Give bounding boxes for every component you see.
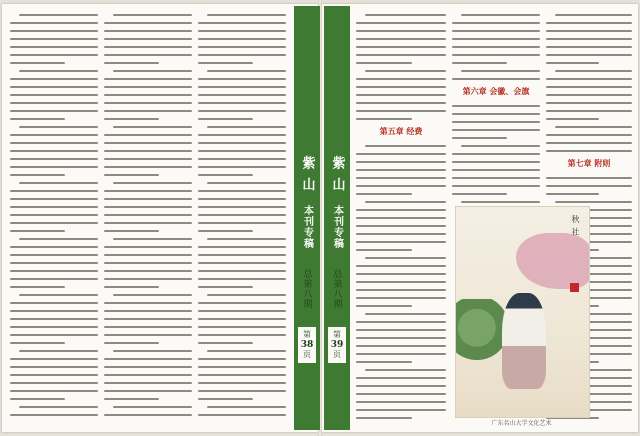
text-line — [356, 409, 446, 411]
text-line — [452, 137, 507, 139]
text-line — [104, 142, 192, 144]
text-line — [198, 230, 253, 232]
text-line — [104, 22, 192, 24]
text-line — [356, 209, 446, 211]
text-line — [10, 286, 65, 288]
page-label-bottom: 页 — [333, 349, 341, 359]
text-line — [104, 374, 192, 376]
text-line — [356, 54, 446, 56]
text-line — [104, 190, 192, 192]
text-line — [113, 350, 192, 352]
text-line — [356, 110, 446, 112]
text-line — [198, 366, 286, 368]
text-line — [198, 118, 253, 120]
right-column-2 — [452, 14, 540, 209]
page-label-top: 第 — [303, 329, 311, 339]
text-line — [198, 94, 286, 96]
text-line — [356, 102, 446, 104]
text-line — [207, 350, 286, 352]
text-line — [10, 382, 98, 384]
text-line — [198, 390, 286, 392]
text-line — [10, 262, 98, 264]
text-line — [104, 414, 192, 416]
text-line — [10, 302, 98, 304]
text-line — [198, 222, 286, 224]
text-line — [198, 286, 253, 288]
text-line — [10, 414, 98, 416]
right-side-band — [324, 6, 350, 430]
text-line — [356, 225, 446, 227]
text-line — [10, 254, 98, 256]
seal-stamp-icon — [570, 283, 579, 292]
text-line — [104, 382, 192, 384]
text-line — [198, 158, 286, 160]
text-line — [10, 78, 98, 80]
text-line — [198, 142, 286, 144]
left-side-band — [294, 6, 320, 430]
text-line — [356, 289, 446, 291]
text-line — [452, 113, 540, 115]
text-line — [356, 249, 412, 251]
text-line — [198, 38, 286, 40]
text-line — [546, 78, 632, 80]
text-line — [10, 206, 98, 208]
text-line — [452, 169, 540, 171]
text-line — [104, 110, 192, 112]
text-line — [546, 177, 632, 179]
text-line — [104, 94, 192, 96]
text-line — [10, 86, 98, 88]
text-line — [555, 126, 632, 128]
text-line — [104, 358, 192, 360]
text-line — [198, 302, 286, 304]
text-line — [10, 110, 98, 112]
right-column-1 — [356, 14, 446, 425]
text-line — [546, 38, 632, 40]
text-line — [356, 46, 446, 48]
text-line — [104, 302, 192, 304]
text-line — [461, 145, 540, 147]
text-line — [356, 401, 446, 403]
text-line — [365, 70, 446, 72]
text-line — [10, 94, 98, 96]
text-line — [198, 46, 286, 48]
text-line — [356, 273, 446, 275]
text-line — [198, 134, 286, 136]
page-number: 39 — [330, 339, 344, 350]
text-line — [452, 46, 540, 48]
text-line — [356, 78, 446, 80]
text-line — [104, 62, 159, 64]
text-line — [10, 374, 98, 376]
text-line — [104, 230, 159, 232]
text-line — [198, 398, 253, 400]
text-line — [10, 222, 98, 224]
text-line — [356, 185, 446, 187]
text-line — [19, 70, 98, 72]
left-column-2 — [104, 14, 192, 422]
text-line — [546, 62, 599, 64]
text-line — [104, 334, 192, 336]
text-line — [198, 278, 286, 280]
text-line — [356, 385, 446, 387]
left-column-3 — [198, 14, 286, 422]
text-line — [356, 305, 412, 307]
text-line — [356, 161, 446, 163]
text-line — [365, 145, 446, 147]
text-line — [10, 278, 98, 280]
text-line — [356, 86, 446, 88]
column-title: 本刊专稿 — [331, 204, 343, 249]
text-line — [365, 369, 446, 371]
text-line — [198, 326, 286, 328]
text-line — [113, 294, 192, 296]
text-line — [452, 54, 540, 56]
text-line — [546, 102, 632, 104]
painting-hill — [516, 233, 590, 289]
text-line — [452, 121, 540, 123]
text-line — [10, 214, 98, 216]
text-line — [10, 166, 98, 168]
text-line — [198, 110, 286, 112]
text-line — [104, 150, 192, 152]
page-number: 38 — [300, 339, 314, 350]
text-line — [198, 86, 286, 88]
text-line — [198, 206, 286, 208]
text-line — [546, 54, 632, 56]
issue-label: 总第八期 — [301, 268, 312, 309]
text-line — [198, 374, 286, 376]
text-line — [198, 166, 286, 168]
text-line — [19, 238, 98, 240]
text-line — [104, 198, 192, 200]
text-line — [356, 353, 446, 355]
text-line — [356, 297, 446, 299]
text-line — [546, 30, 632, 32]
text-line — [10, 342, 65, 344]
text-line — [104, 206, 192, 208]
text-line — [104, 38, 192, 40]
text-line — [10, 334, 98, 336]
chapter-heading: 第六章 会徽、会旗 — [462, 86, 530, 96]
text-line — [104, 54, 192, 56]
text-line — [104, 214, 192, 216]
text-line — [104, 270, 192, 272]
text-line — [104, 278, 192, 280]
text-line — [555, 201, 632, 203]
text-line — [546, 94, 632, 96]
text-line — [19, 294, 98, 296]
text-line — [10, 246, 98, 248]
text-line — [104, 310, 192, 312]
text-line — [365, 313, 446, 315]
text-line — [198, 262, 286, 264]
text-line — [10, 366, 98, 368]
text-line — [356, 30, 446, 32]
text-line — [365, 201, 446, 203]
painting-caption: 广东名山大学文化艺术 — [491, 420, 552, 427]
text-line — [19, 126, 98, 128]
text-line — [198, 22, 286, 24]
text-line — [207, 406, 286, 408]
text-line — [19, 182, 98, 184]
text-line — [104, 366, 192, 368]
text-line — [10, 158, 98, 160]
text-line — [356, 321, 446, 323]
text-line — [198, 102, 286, 104]
text-line — [104, 262, 192, 264]
text-line — [356, 337, 446, 339]
ink-painting — [455, 206, 590, 418]
text-line — [356, 177, 446, 179]
text-line — [10, 390, 98, 392]
text-line — [104, 174, 159, 176]
text-line — [104, 166, 192, 168]
text-line — [10, 198, 98, 200]
text-line — [555, 70, 632, 72]
masthead-title: 紫 山 — [299, 156, 315, 193]
chapter-heading: 第七章 附则 — [567, 158, 611, 168]
text-line — [104, 46, 192, 48]
text-line — [10, 30, 98, 32]
text-line — [207, 14, 286, 16]
text-line — [546, 110, 632, 112]
text-line — [198, 342, 253, 344]
text-line — [356, 361, 412, 363]
text-line — [198, 198, 286, 200]
text-line — [198, 310, 286, 312]
text-line — [546, 193, 599, 195]
text-line — [356, 265, 446, 267]
text-line — [198, 254, 286, 256]
text-line — [546, 22, 632, 24]
text-line — [113, 238, 192, 240]
text-line — [19, 350, 98, 352]
text-line — [198, 270, 286, 272]
text-line — [198, 174, 253, 176]
page-number-box — [298, 327, 316, 363]
text-line — [198, 30, 286, 32]
text-line — [104, 86, 192, 88]
text-line — [356, 329, 446, 331]
text-line — [104, 398, 159, 400]
text-line — [452, 185, 540, 187]
text-line — [356, 281, 446, 283]
text-line — [10, 270, 98, 272]
text-line — [10, 318, 98, 320]
text-line — [461, 201, 540, 203]
text-line — [546, 150, 632, 152]
text-line — [104, 390, 192, 392]
text-line — [104, 118, 159, 120]
text-line — [104, 326, 192, 328]
text-line — [452, 153, 540, 155]
text-line — [198, 150, 286, 152]
text-line — [198, 318, 286, 320]
text-line — [10, 230, 65, 232]
text-line — [113, 182, 192, 184]
text-line — [452, 161, 540, 163]
painting-leaves — [456, 299, 508, 371]
text-line — [356, 233, 446, 235]
text-line — [452, 78, 540, 80]
text-line — [356, 94, 446, 96]
text-line — [104, 246, 192, 248]
text-line — [356, 153, 446, 155]
text-line — [104, 102, 192, 104]
text-line — [198, 62, 253, 64]
text-line — [207, 294, 286, 296]
text-line — [461, 70, 540, 72]
text-line — [10, 358, 98, 360]
text-line — [104, 134, 192, 136]
text-line — [198, 246, 286, 248]
left-column-1 — [10, 14, 98, 422]
text-line — [365, 14, 446, 16]
text-line — [452, 105, 540, 107]
text-line — [113, 126, 192, 128]
text-line — [198, 334, 286, 336]
page-number-box — [328, 327, 346, 363]
text-line — [356, 241, 446, 243]
text-line — [452, 193, 507, 195]
text-line — [546, 86, 632, 88]
text-line — [10, 326, 98, 328]
text-line — [104, 222, 192, 224]
text-line — [452, 38, 540, 40]
text-line — [198, 414, 286, 416]
text-line — [10, 46, 98, 48]
text-line — [198, 214, 286, 216]
column-title: 本刊专稿 — [301, 204, 313, 249]
masthead-title: 紫 山 — [329, 156, 345, 193]
painting-figure — [502, 293, 546, 389]
text-line — [198, 382, 286, 384]
text-line — [10, 102, 98, 104]
text-line — [356, 393, 446, 395]
text-line — [356, 193, 412, 195]
text-line — [356, 62, 412, 64]
painting-calligraphy: 秋 社 — [571, 215, 580, 237]
text-line — [452, 30, 540, 32]
text-line — [104, 342, 159, 344]
text-line — [546, 46, 632, 48]
text-line — [461, 14, 540, 16]
text-line — [10, 134, 98, 136]
text-line — [10, 150, 98, 152]
text-line — [356, 38, 446, 40]
text-line — [10, 38, 98, 40]
text-line — [10, 118, 65, 120]
text-line — [452, 129, 540, 131]
text-line — [10, 62, 65, 64]
text-line — [10, 398, 65, 400]
text-line — [104, 254, 192, 256]
text-line — [452, 22, 540, 24]
text-line — [104, 158, 192, 160]
text-line — [546, 134, 632, 136]
text-line — [198, 190, 286, 192]
text-line — [104, 318, 192, 320]
page-label-top: 第 — [333, 329, 341, 339]
text-line — [207, 182, 286, 184]
text-line — [198, 78, 286, 80]
text-line — [356, 22, 446, 24]
chapter-heading: 第五章 经费 — [379, 126, 423, 136]
text-line — [356, 345, 446, 347]
text-line — [452, 62, 507, 64]
text-line — [113, 406, 192, 408]
text-line — [356, 118, 412, 120]
text-line — [10, 310, 98, 312]
text-line — [546, 118, 599, 120]
text-line — [113, 14, 192, 16]
text-line — [207, 126, 286, 128]
text-line — [10, 174, 65, 176]
text-line — [546, 142, 632, 144]
page-label-bottom: 页 — [303, 349, 311, 359]
text-line — [10, 190, 98, 192]
text-line — [555, 14, 632, 16]
text-line — [452, 177, 540, 179]
text-line — [104, 286, 159, 288]
text-line — [207, 238, 286, 240]
text-line — [198, 358, 286, 360]
text-line — [356, 417, 412, 419]
text-line — [104, 78, 192, 80]
text-line — [207, 70, 286, 72]
text-line — [365, 257, 446, 259]
text-line — [10, 54, 98, 56]
text-line — [198, 54, 286, 56]
text-line — [113, 70, 192, 72]
issue-label: 总第八期 — [331, 268, 342, 309]
text-line — [10, 142, 98, 144]
text-line — [356, 217, 446, 219]
text-line — [10, 22, 98, 24]
text-line — [356, 169, 446, 171]
text-line — [19, 14, 98, 16]
text-line — [104, 30, 192, 32]
text-line — [356, 377, 446, 379]
text-line — [546, 185, 632, 187]
text-line — [19, 406, 98, 408]
